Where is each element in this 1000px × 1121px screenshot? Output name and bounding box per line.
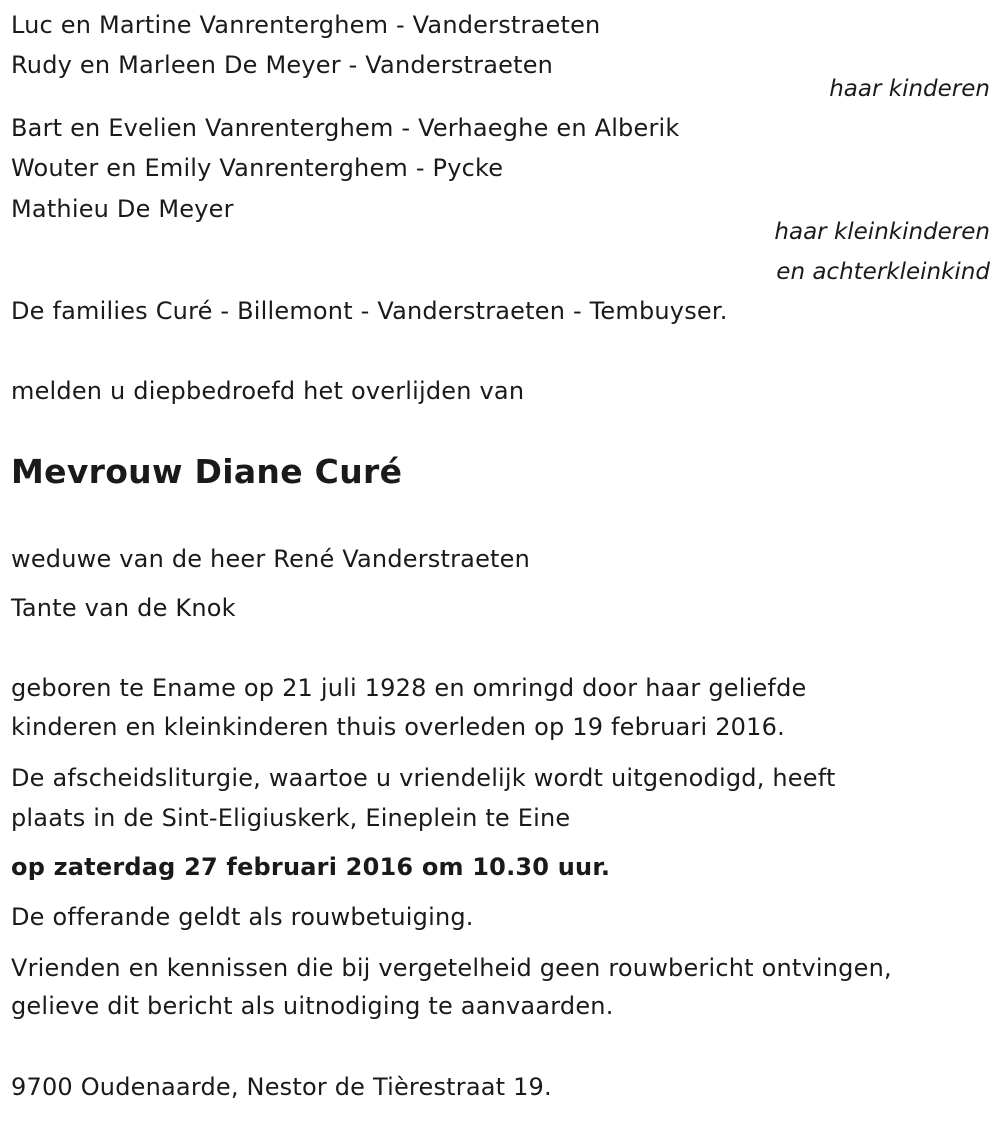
grandchild-family-3: Mathieu De Meyer [11, 195, 234, 223]
grandchild-family-1: Bart en Evelien Vanrenterghem - Verhaeghe en Alberik [11, 114, 680, 142]
service-date-line: op zaterdag 27 februari 2016 om 10.30 uur. [11, 853, 611, 881]
great-grandchild-label: en achterkleinkind [776, 259, 990, 285]
grandchild-family-2: Wouter en Emily Vanrenterghem - Pycke [11, 154, 504, 182]
children-label: haar kinderen [829, 76, 990, 102]
invite-line-1: Vrienden en kennissen die bij vergetelheid geen rouwbericht ontvingen, [11, 954, 892, 982]
invite-line-2: gelieve dit bericht als uitnodiging te aanvaarden. [11, 992, 614, 1020]
liturgy-line-1: De afscheidsliturgie, waartoe u vriendelijk wordt uitgenodigd, heeft [11, 764, 836, 792]
birth-line-1: geboren te Ename op 21 juli 1928 en omringd door haar geliefde [11, 674, 807, 702]
widow-of-line: weduwe van de heer René Vanderstraeten [11, 545, 531, 573]
aunt-of-line: Tante van de Knok [11, 594, 236, 622]
announcement-line: melden u diepbedroefd het overlijden van [11, 377, 525, 405]
child-family-1: Luc en Martine Vanrenterghem - Vanderstraeten [11, 11, 601, 39]
grandchildren-label: haar kleinkinderen [774, 219, 990, 245]
liturgy-line-2: plaats in de Sint-Eligiuskerk, Eineplein te Eine [11, 804, 571, 832]
child-family-2: Rudy en Marleen De Meyer - Vanderstraeten [11, 51, 554, 79]
offering-line: De offerande geldt als rouwbetuiging. [11, 903, 474, 931]
deceased-name: Mevrouw Diane Curé [11, 452, 403, 491]
address-line: 9700 Oudenaarde, Nestor de Tièrestraat 19. [11, 1073, 552, 1101]
families-line: De families Curé - Billemont - Vanderstraeten - Tembuyser. [11, 297, 728, 325]
birth-line-2: kinderen en kleinkinderen thuis overleden op 19 februari 2016. [11, 713, 785, 741]
